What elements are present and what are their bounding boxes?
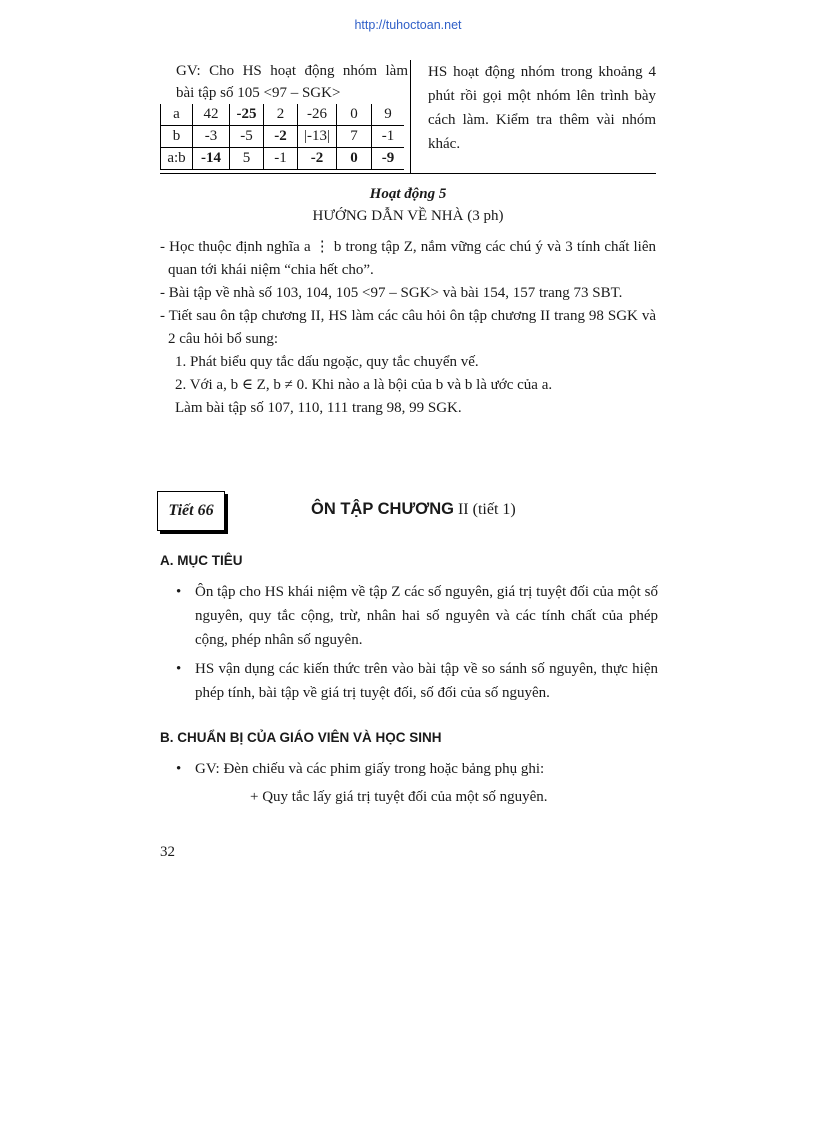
table-cell: -9	[372, 148, 405, 170]
table-cell: 0	[337, 148, 372, 170]
section-b-bullets	[176, 757, 658, 786]
activity-title: Hoạt động 5	[369, 186, 447, 202]
section-a-heading: A. MỤC TIÊU	[160, 553, 243, 568]
table-cell: -2	[264, 126, 298, 148]
header-url[interactable]: http://tuhoctoan.net	[354, 18, 462, 32]
table-cell: -3	[193, 126, 230, 148]
homework-list	[160, 236, 656, 420]
table-cell: -1	[372, 126, 405, 148]
teacher-instruction-line-1: GV: Cho HS hoạt động nhóm làm	[176, 63, 408, 79]
table-cell: b	[161, 126, 193, 148]
table-cell: 5	[230, 148, 264, 170]
review-question: 2. Với a, b ∈ Z, b ≠ 0. Khi nào a là bội của b và b là ước của a.	[175, 377, 553, 393]
table-cell: -2	[298, 148, 337, 170]
lesson-title-rest: II (tiết 1)	[457, 501, 516, 518]
table-cell: a:b	[161, 148, 193, 170]
bullet-icon: •	[176, 661, 182, 677]
list-item-text: Ôn tập cho HS khái niệm về tập Z các số nguyên, giá trị tuyệt đối của một số nguyên, quy tắc cộng, trừ, nhân hai số nguyên và các tính chất của phép cộng, phép nhân số nguyên.	[195, 584, 658, 648]
table-cell: -26	[298, 104, 337, 126]
table-row	[161, 148, 405, 170]
lesson-title	[311, 500, 516, 519]
list-item	[176, 657, 658, 705]
division-table	[160, 104, 404, 170]
table-row	[161, 104, 405, 126]
table-cell: 9	[372, 104, 405, 126]
review-question: 1. Phát biểu quy tắc dấu ngoặc, quy tắc chuyển vế.	[175, 354, 479, 370]
table-row	[161, 126, 405, 148]
table-cell: a	[161, 104, 193, 126]
table-cell: -5	[230, 126, 264, 148]
section-rule	[160, 173, 656, 174]
page-number: 32	[160, 844, 175, 860]
table-cell: -1	[264, 148, 298, 170]
student-activity-text: HS hoạt động nhóm trong khoảng 4 phút rồi gọi một nhóm lên trình bày cách làm. Kiểm tra thêm vài nhóm khác.	[428, 64, 656, 152]
list-item-text: HS vận dụng các kiến thức trên vào bài tập về so sánh số nguyên, thực hiện phép tính, bài tập về giá trị tuyệt đối, số đối của số nguyên.	[195, 661, 658, 701]
table-cell: |-13|	[298, 126, 337, 148]
list-item-text: GV: Đèn chiếu và các phim giấy trong hoặc bảng phụ ghi:	[195, 761, 545, 777]
list-item	[176, 757, 658, 781]
table-cell: -25	[230, 104, 264, 126]
review-exercise: Làm bài tập số 107, 110, 111 trang 98, 99 SGK.	[175, 400, 462, 416]
table-cell: -14	[193, 148, 230, 170]
bullet-icon: •	[176, 584, 182, 600]
lesson-title-main: ÔN TẬP CHƯƠNG	[311, 500, 454, 518]
section-a-bullets	[176, 580, 658, 710]
preparation-subitem: + Quy tắc lấy giá trị tuyệt đối của một số nguyên.	[250, 789, 548, 805]
table-cell: 2	[264, 104, 298, 126]
lesson-number-box: Tiết 66	[157, 491, 225, 531]
homework-item: - Học thuộc định nghĩa a ⋮ b trong tập Z, nắm vững các chú ý và 3 tính chất liên quan tới khái niệm “chia hết cho”.	[160, 239, 656, 278]
table-cell: 42	[193, 104, 230, 126]
column-divider	[410, 60, 411, 173]
homework-item: - Bài tập về nhà số 103, 104, 105 <97 – SGK> và bài 154, 157 trang 73 SBT.	[160, 285, 623, 301]
bullet-icon: •	[176, 761, 182, 777]
teacher-instruction	[176, 60, 408, 104]
table-cell: 7	[337, 126, 372, 148]
homework-item: - Tiết sau ôn tập chương II, HS làm các câu hỏi ôn tập chương II trang 98 SGK và 2 câu hỏi bổ sung:	[160, 308, 656, 347]
table-cell: 0	[337, 104, 372, 126]
section-b-heading: B. CHUẨN BỊ CỦA GIÁO VIÊN VÀ HỌC SINH	[160, 730, 442, 745]
teacher-instruction-line-2: bài tập số 105 <97 – SGK>	[176, 85, 341, 101]
activity-subtitle: HƯỚNG DẪN VỀ NHÀ (3 ph)	[312, 208, 504, 224]
list-item	[176, 580, 658, 652]
